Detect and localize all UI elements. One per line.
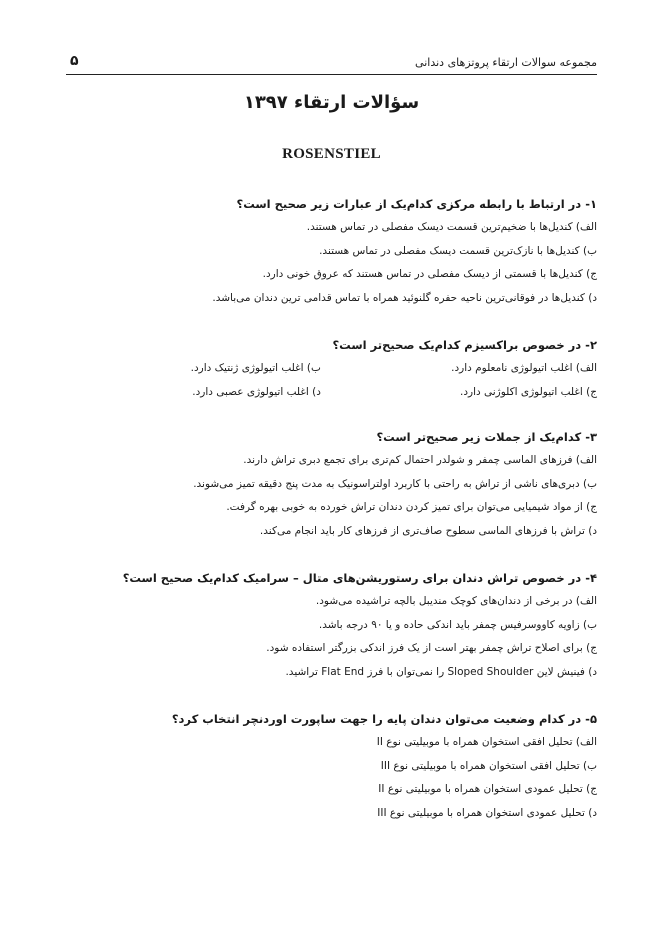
option-b: ب) اغلب اتیولوژی ژنتیک دارد. xyxy=(190,362,321,374)
page-title: سؤالات ارتقاء ۱۳۹۷ xyxy=(243,92,420,113)
question-5 xyxy=(66,708,597,825)
options-grid xyxy=(66,357,597,404)
section-subtitle: ROSENSTIEL xyxy=(282,146,381,162)
question-text: ۵- در کدام وضعیت می‌توان دندان پایه را جهت ساپورت اوردنچر انتخاب کرد؟ xyxy=(171,712,597,726)
question-text: ۱- در ارتباط با رابطه مرکزی کدام‌یک از عبارات زیر صحیح است؟ xyxy=(236,197,597,211)
option-c: ج) از مواد شیمیایی می‌توان برای تمیز کردن دندان تراش خورده به خوبی بهره گرفت. xyxy=(226,501,597,513)
question-text: ۲- در خصوص براکسیزم کدام‌یک صحیح‌تر است؟ xyxy=(332,338,597,352)
page-header xyxy=(66,52,597,75)
question-1 xyxy=(66,193,597,310)
option-c: ج) تحلیل عمودی استخوان همراه با موبیلیتی نوع II xyxy=(378,783,597,795)
option-d: د) اغلب اتیولوژی عصبی دارد. xyxy=(192,385,321,398)
page-number: ۵ xyxy=(70,53,79,69)
option-d: د) کندیل‌ها در فوقانی‌ترین ناحیه حفره گلنوئید همراه با تماس قدامی ترین دندان می‌باشد. xyxy=(212,291,597,304)
option-d: د) فینیش لاین Sloped Shoulder را نمی‌توان با فرز Flat End تراشید. xyxy=(285,665,597,678)
option-d: د) تراش با فرزهای الماسی سطوح صاف‌تری از فرزهای کار باید انجام می‌کند. xyxy=(259,524,597,537)
option-a: الف) اغلب اتیولوژی نامعلوم دارد. xyxy=(451,362,597,374)
option-b: ب) تحلیل افقی استخوان همراه با موبیلیتی نوع III xyxy=(380,759,597,772)
option-a: الف) تحلیل افقی استخوان همراه با موبیلیتی نوع II xyxy=(376,736,597,748)
header-title: مجموعه سوالات ارتقاء پروتزهای دندانی xyxy=(415,56,597,69)
option-d: د) تحلیل عمودی استخوان همراه با موبیلیتی نوع III xyxy=(377,806,597,819)
option-c: ج) اغلب اتیولوژی اکلوژنی دارد. xyxy=(459,385,597,398)
question-3 xyxy=(66,426,597,543)
option-b: ب) کندیل‌ها با نازک‌ترین قسمت دیسک مفصلی در تماس هستند. xyxy=(319,244,597,257)
option-a: الف) فرزهای الماسی چمفر و شولدر احتمال کم‌تری برای تجمع دبری تراش دارند. xyxy=(243,454,597,466)
option-c: ج) برای اصلاح تراش چمفر بهتر است از یک فرز اندکی بزرگتر استفاده شود. xyxy=(266,642,597,654)
question-4 xyxy=(66,567,597,684)
option-b: ب) دبری‌های ناشی از تراش به راحتی با کاربرد اولتراسونیک به مدت پنج دقیقه تمیز می‌شوند. xyxy=(193,477,597,490)
question-text: ۴- در خصوص تراش دندان برای رستوریشن‌های متال – سرامیک کدام‌یک صحیح است؟ xyxy=(122,571,597,585)
question-list xyxy=(66,193,597,849)
question-2 xyxy=(66,334,597,404)
option-a: الف) در برخی از دندان‌های کوچک مندیبل بالچه تراشیده می‌شود. xyxy=(315,595,597,607)
option-c: ج) کندیل‌ها با قسمتی از دیسک مفصلی در تماس هستند که عروق خونی دارد. xyxy=(262,268,597,280)
question-text: ۳- کدام‌یک از جملات زیر صحیح‌تر است؟ xyxy=(376,430,597,444)
option-a: الف) کندیل‌ها با ضخیم‌ترین قسمت دیسک مفصلی در تماس هستند. xyxy=(306,221,597,233)
option-b: ب) زاویه کاووسرفیس چمفر باید اندکی حاده و یا ۹۰ درجه باشد. xyxy=(318,618,597,631)
